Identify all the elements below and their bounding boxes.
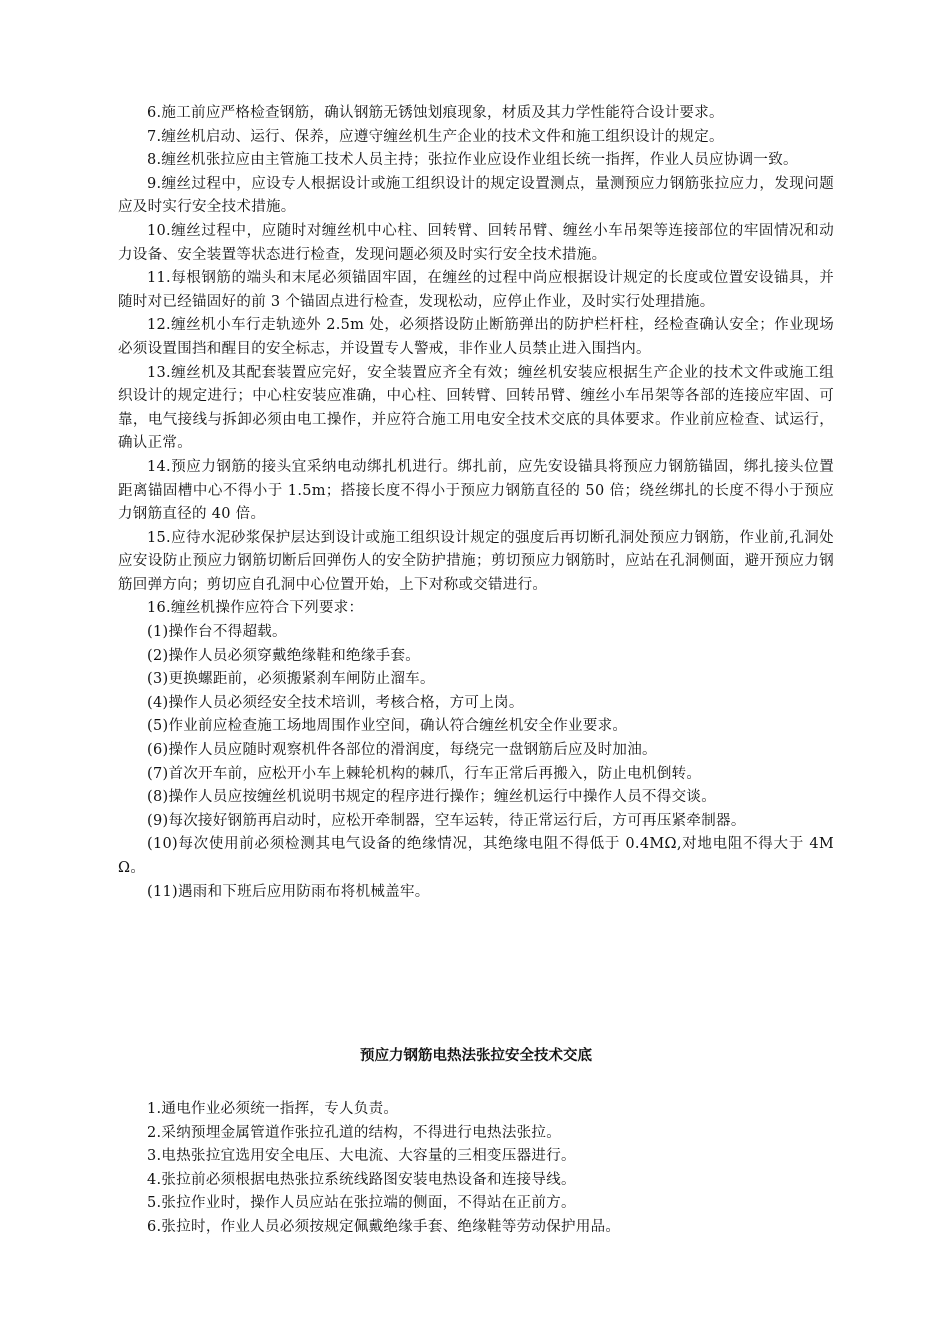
section-2-item-4: 4.张拉前必须根据电热张拉系统线路图安装电热设备和连接导线。 [147,1171,576,1188]
section-2-item-5: 5.张拉作业时，操作人员应站在张拉端的侧面，不得站在正前方。 [147,1195,576,1212]
list-item-4: (4)操作人员必须经安全技术培训，考核合格，方可上岗。 [147,694,524,711]
section-2-item-1: 1.通电作业必须统一指挥，专人负责。 [147,1101,399,1117]
section-2-body [118,1098,834,1240]
list-item-6: (6)操作人员应随时观察机件各部位的滑润度，每绕完一盘钢筋后应及时加油。 [147,742,657,759]
list-item-10: (10)每次使用前必须检测其电气设备的绝缘情况，其绝缘电阻不得低于 0.4MΩ,对地电阻不得大于 4MΩ。 [118,836,834,876]
list-item-1: (1)操作台不得超载。 [147,624,287,641]
section-2-title: 预应力钢筋电热法张拉安全技术交底 [360,1048,592,1064]
list-item-3: (3)更换螺距前，必须搬紧刹车闸防止溜车。 [147,671,435,688]
paragraph-15: 15.应待水泥砂浆保护层达到设计或施工组织设计规定的强度后再切断孔洞处预应力钢筋，作业前,孔洞处应安设防止预应力钢筋切断后回弹伤人的安全防护措施；剪切预应力钢筋时，应站在孔洞侧面，避开预应力钢筋回弹方向；剪切应自孔洞中心位置开始，上下对称或交错进行。 [118,529,834,593]
paragraph-9: 9.缠丝过程中，应设专人根据设计或施工组织设计的规定设置测点，量测预应力钢筋张拉应力，发现问题应及时实行安全技术措施。 [118,175,834,216]
list-item-7: (7)首次开车前，应松开小车上棘轮机构的棘爪，行车正常后再搬入，防止电机倒转。 [147,765,702,782]
paragraph-13: 13.缠丝机及其配套装置应完好，安全装置应齐全有效；缠丝机安装应根据生产企业的技术文件或施工组织设计的规定进行；中心柱安装应准确，中心柱、回转臂、回转吊臂、缠丝小车吊架等各部的连接应牢固、可靠，电气接线与拆卸必须由电工操作，并应符合施工用电安全技术交底的具体要求。作业前应检查、试运行，确认正常。 [118,364,834,452]
paragraph-6: 6.施工前应严格检查钢筋，确认钢筋无锈蚀划痕现象，材质及其力学性能符合设计要求。 [147,105,724,121]
paragraph-8: 8.缠丝机张拉应由主管施工技术人员主持；张拉作业应设作业组长统一指挥，作业人员应协调一致。 [147,152,798,169]
list-item-5: (5)作业前应检查施工场地周围作业空间，确认符合缠丝机安全作业要求。 [147,718,628,735]
list-item-9: (9)每次接好钢筋再启动时，应松开牵制器，空车运转，待正常运行后，方可再压紧牵制器。 [147,812,746,829]
paragraph-14: 14.预应力钢筋的接头宜采纳电动绑扎机进行。绑扎前，应先安设锚具将预应力钢筋锚固，绑扎接头位置距离锚固槽中心不得小于 1.5m；搭接长度不得小于预应力钢筋直径的 50 倍；绕丝绑扎的长度不得小于预应力钢筋直径的 40 倍。 [118,458,834,523]
paragraph-11: 11.每根钢筋的端头和末尾必须锚固牢固，在缠丝的过程中尚应根据设计规定的长度或位置安设锚具，并随时对已经锚固好的前 3 个锚固点进行检查，发现松动，应停止作业，及时实行处理措施。 [118,270,834,310]
section-1-body [118,102,834,904]
paragraph-7: 7.缠丝机启动、运行、保养，应遵守缠丝机生产企业的技术文件和施工组织设计的规定。 [147,128,724,145]
paragraph-12: 12.缠丝机小车行走轨迹外 2.5m 处，必须搭设防止断筋弹出的防护栏杆柱，经检查确认安全；作业现场必须设置围挡和醒目的安全标志，并设置专人警戒，非作业人员禁止进入围挡内。 [118,317,834,357]
paragraph-10: 10.缠丝过程中，应随时对缠丝机中心柱、回转臂、回转吊臂、缠丝小车吊架等连接部位的牢固情况和动力设备、安全装置等状态进行检查，发现问题必须及时实行安全技术措施。 [118,222,834,263]
section-2-item-2: 2.采纳预埋金属管道作张拉孔道的结构，不得进行电热法张拉。 [147,1124,562,1141]
paragraph-16: 16.缠丝机操作应符合下列要求： [147,600,364,617]
list-item-8: (8)操作人员应按缠丝机说明书规定的程序进行操作；缠丝机运行中操作人员不得交谈。 [147,789,717,806]
section-2-item-3: 3.电热张拉宜选用安全电压、大电流、大容量的三相变压器进行。 [147,1148,576,1165]
list-item-11: (11)遇雨和下班后应用防雨布将机械盖牢。 [147,883,430,900]
list-item-2: (2)操作人员必须穿戴绝缘鞋和绝缘手套。 [147,647,421,664]
section-2-item-6: 6.张拉时，作业人员必须按规定佩戴绝缘手套、绝缘鞋等劳动保护用品。 [147,1218,621,1235]
